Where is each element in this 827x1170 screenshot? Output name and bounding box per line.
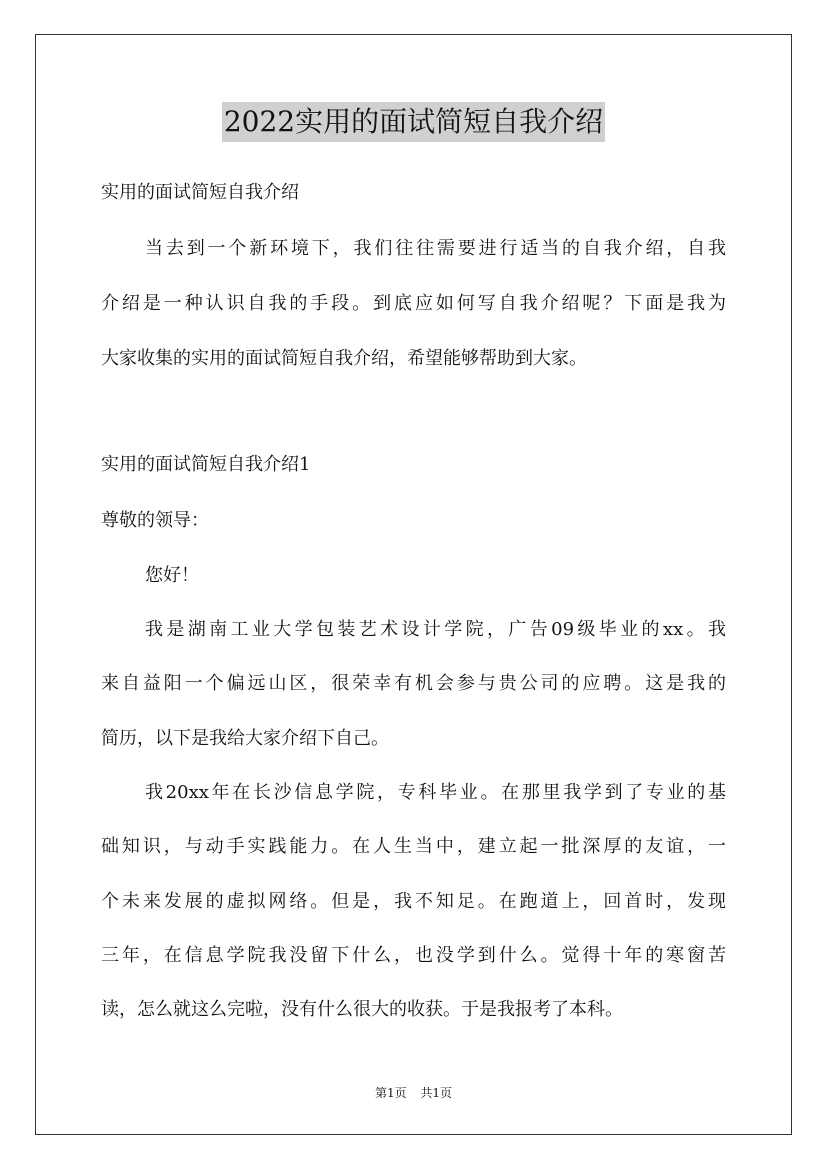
paragraph-line: 大家收集的实用的面试简短自我介绍，希望能够帮助到大家。 xyxy=(101,348,587,369)
paragraph-line: 简历，以下是我给大家介绍下自己。 xyxy=(101,728,389,749)
document-title: 2022实用的面试简短自我介绍 xyxy=(222,102,605,142)
paragraph-line: 我是湖南工业大学包装艺术设计学院，广告09级毕业的xx。我 xyxy=(145,619,726,640)
page-footer xyxy=(0,1084,827,1102)
paragraph-line: 当去到一个新环境下，我们往往需要进行适当的自我介绍，自我 xyxy=(145,238,726,259)
paragraph-line: 个未来发展的虚拟网络。但是，我不知足。在跑道上，回首时，发现 xyxy=(101,891,726,912)
section-heading-1: 实用的面试简短自我介绍1 xyxy=(101,454,311,475)
salutation: 尊敬的领导： xyxy=(101,510,209,531)
paragraph-line: 介绍是一种认识自我的手段。到底应如何写自我介绍呢？下面是我为 xyxy=(101,293,726,314)
section-heading-intro: 实用的面试简短自我介绍 xyxy=(101,182,299,203)
paragraph-line: 础知识，与动手实践能力。在人生当中，建立起一批深厚的友谊，一 xyxy=(101,836,726,857)
paragraph-line: 我20xx年在长沙信息学院，专科毕业。在那里我学到了专业的基 xyxy=(145,782,726,803)
paragraph-line: 读，怎么就这么完啦，没有什么很大的收获。于是我报考了本科。 xyxy=(101,999,623,1020)
page-number: 第1页 xyxy=(374,1086,407,1100)
greeting: 您好！ xyxy=(145,565,199,586)
paragraph-line: 来自益阳一个偏远山区，很荣幸有机会参与贵公司的应聘。这是我的 xyxy=(101,673,726,694)
document-title-wrapper xyxy=(0,102,827,142)
page-total: 共1页 xyxy=(420,1086,453,1100)
paragraph-line: 三年，在信息学院我没留下什么，也没学到什么。觉得十年的寒窗苦 xyxy=(101,945,726,966)
